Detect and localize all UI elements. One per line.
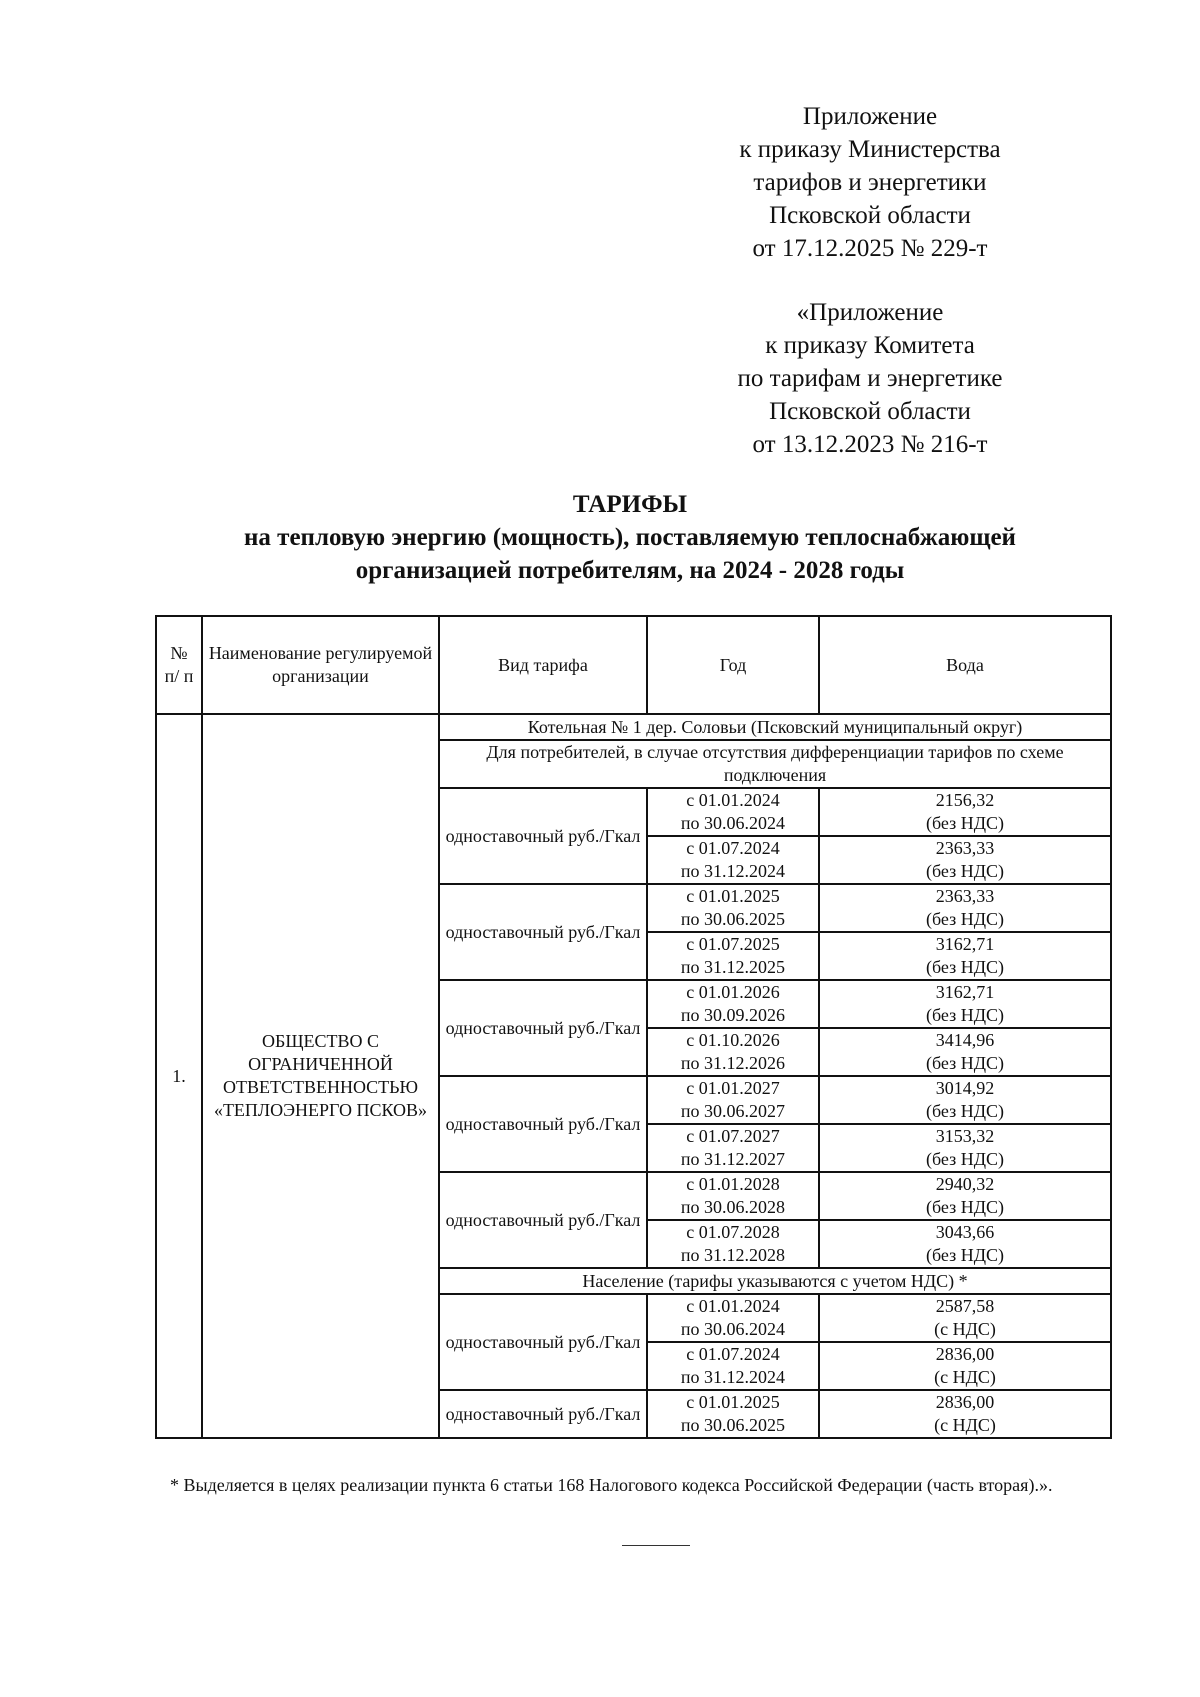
period-from: с 01.01.2028 (686, 1174, 780, 1194)
tariff-type-cell: одноставочный руб./Гкал (439, 1172, 647, 1268)
vat-note: (без НДС) (925, 909, 1004, 929)
period-cell (647, 1220, 819, 1268)
period-from: с 01.01.2025 (686, 1392, 780, 1412)
vat-note: (с НДС) (934, 1319, 996, 1339)
tariff-value-cell (819, 1390, 1111, 1438)
vat-note: (без НДС) (925, 813, 1004, 833)
vat-note: (без НДС) (925, 1197, 1004, 1217)
tariff-type-cell: одноставочный руб./Гкал (439, 788, 647, 884)
period-from: с 01.01.2024 (686, 1296, 780, 1316)
row-number: 1. (156, 714, 202, 1438)
vat-note: (без НДС) (925, 1053, 1004, 1073)
section-general: Для потребителей, в случае отсутствия дифференциации тарифов по схеме подключения (439, 740, 1111, 788)
vat-note: (с НДС) (934, 1415, 996, 1435)
document-title (130, 488, 1130, 587)
period-from: с 01.07.2027 (686, 1126, 780, 1146)
tariff-value: 2156,32 (935, 790, 995, 810)
header-tariff-type: Вид тарифа (439, 616, 647, 714)
tariff-value: 2363,33 (935, 838, 995, 858)
tariff-value: 3043,66 (935, 1222, 995, 1242)
tariff-value: 2363,33 (935, 886, 995, 906)
period-cell (647, 1124, 819, 1172)
period-cell (647, 836, 819, 884)
period-to: по 30.06.2027 (680, 1101, 786, 1121)
appendix-line: к приказу Комитета (765, 332, 975, 359)
period-to: по 30.06.2024 (680, 813, 786, 833)
appendix-line: Псковской области (769, 398, 971, 425)
header-year: Год (647, 616, 819, 714)
tariff-type-cell: одноставочный руб./Гкал (439, 884, 647, 980)
header-org: Наименование регулируемой организации (202, 616, 439, 714)
tariff-type-cell: одноставочный руб./Гкал (439, 1390, 647, 1438)
vat-note: (без НДС) (925, 957, 1004, 977)
tariff-value: 3153,32 (935, 1126, 995, 1146)
tariff-value: 2940,32 (935, 1174, 995, 1194)
tariff-value-cell (819, 1342, 1111, 1390)
period-to: по 30.06.2028 (680, 1197, 786, 1217)
tariff-type-cell: одноставочный руб./Гкал (439, 1076, 647, 1172)
period-from: с 01.07.2024 (686, 838, 780, 858)
period-from: с 01.07.2024 (686, 1344, 780, 1364)
period-from: с 01.01.2026 (686, 982, 780, 1002)
period-from: с 01.07.2025 (686, 934, 780, 954)
appendix-line: тарифов и энергетики (753, 169, 987, 196)
tariff-value-cell (819, 1172, 1111, 1220)
vat-note: (без НДС) (925, 1005, 1004, 1025)
tariff-value: 2836,00 (935, 1392, 995, 1412)
tariff-value: 3162,71 (935, 982, 995, 1002)
appendix-line: Псковской области (769, 202, 971, 229)
vat-note: (без НДС) (925, 1245, 1004, 1265)
tariff-value-cell (819, 788, 1111, 836)
period-cell (647, 980, 819, 1028)
vat-note: (без НДС) (925, 1149, 1004, 1169)
tariff-value: 3162,71 (935, 934, 995, 954)
appendix-line: по тарифам и энергетике (737, 365, 1003, 392)
appendix-current-header (700, 100, 1040, 265)
period-to: по 31.12.2025 (680, 957, 786, 977)
tariff-value: 3014,92 (935, 1078, 995, 1098)
tariff-value-cell (819, 884, 1111, 932)
period-cell (647, 1076, 819, 1124)
period-to: по 31.12.2024 (680, 861, 786, 881)
period-from: с 01.01.2025 (686, 886, 780, 906)
period-cell (647, 1342, 819, 1390)
title-line-3: организацией потребителям, на 2024 - 2028 годы (355, 557, 905, 584)
appendix-line: от 13.12.2023 № 216-т (752, 431, 988, 458)
tariff-value-cell (819, 1124, 1111, 1172)
period-cell (647, 932, 819, 980)
section-population: Население (тарифы указываются с учетом НДС) * (439, 1268, 1111, 1294)
tariff-value-cell (819, 836, 1111, 884)
tariff-type-cell: одноставочный руб./Гкал (439, 980, 647, 1076)
tariff-table (155, 615, 1112, 1439)
tariff-value: 2836,00 (935, 1344, 995, 1364)
period-to: по 30.06.2025 (680, 1415, 786, 1435)
table-row (156, 714, 1111, 740)
period-cell (647, 1294, 819, 1342)
period-to: по 31.12.2026 (680, 1053, 786, 1073)
boiler-name: Котельная № 1 дер. Соловьи (Псковский муниципальный округ) (439, 714, 1111, 740)
tariff-value-cell (819, 1294, 1111, 1342)
tariff-value-cell (819, 980, 1111, 1028)
organization-name: ОБЩЕСТВО С ОГРАНИЧЕННОЙ ОТВЕТСТВЕННОСТЬЮ «ТЕПЛОЭНЕРГО ПСКОВ» (202, 714, 439, 1438)
title-line-1: ТАРИФЫ (572, 491, 688, 518)
period-to: по 31.12.2024 (680, 1367, 786, 1387)
period-to: по 30.06.2025 (680, 909, 786, 929)
period-cell (647, 1172, 819, 1220)
period-to: по 31.12.2027 (680, 1149, 786, 1169)
period-cell (647, 1390, 819, 1438)
appendix-line: «Приложение (796, 299, 944, 326)
period-from: с 01.10.2026 (686, 1030, 780, 1050)
tariff-value: 2587,58 (935, 1296, 995, 1316)
period-from: с 01.07.2028 (686, 1222, 780, 1242)
tariff-value-cell (819, 1028, 1111, 1076)
vat-note: (с НДС) (934, 1367, 996, 1387)
tariff-value-cell (819, 932, 1111, 980)
period-from: с 01.01.2024 (686, 790, 780, 810)
period-to: по 30.09.2026 (680, 1005, 786, 1025)
header-row (156, 616, 1111, 714)
period-cell (647, 1028, 819, 1076)
footnote: * Выделяется в целях реализации пункта 6 статьи 168 Налогового кодекса Российской Федерации (часть вторая).». (170, 1475, 1053, 1495)
vat-note: (без НДС) (925, 1101, 1004, 1121)
appendix-line: к приказу Министерства (739, 136, 1001, 163)
tariff-value-cell (819, 1220, 1111, 1268)
period-cell (647, 788, 819, 836)
appendix-line: Приложение (802, 103, 938, 130)
vat-note: (без НДС) (925, 861, 1004, 881)
header-water: Вода (819, 616, 1111, 714)
period-from: с 01.01.2027 (686, 1078, 780, 1098)
title-line-2: на тепловую энергию (мощность), поставляемую теплоснабжающей (244, 524, 1016, 551)
divider (622, 1545, 690, 1546)
tariff-type-cell: одноставочный руб./Гкал (439, 1294, 647, 1390)
tariff-value-cell (819, 1076, 1111, 1124)
appendix-prior-header (700, 296, 1040, 461)
period-cell (647, 884, 819, 932)
header-num: № п/ п (156, 616, 202, 714)
period-to: по 30.06.2024 (680, 1319, 786, 1339)
appendix-line: от 17.12.2025 № 229-т (752, 235, 988, 262)
period-to: по 31.12.2028 (680, 1245, 786, 1265)
tariff-value: 3414,96 (935, 1030, 995, 1050)
